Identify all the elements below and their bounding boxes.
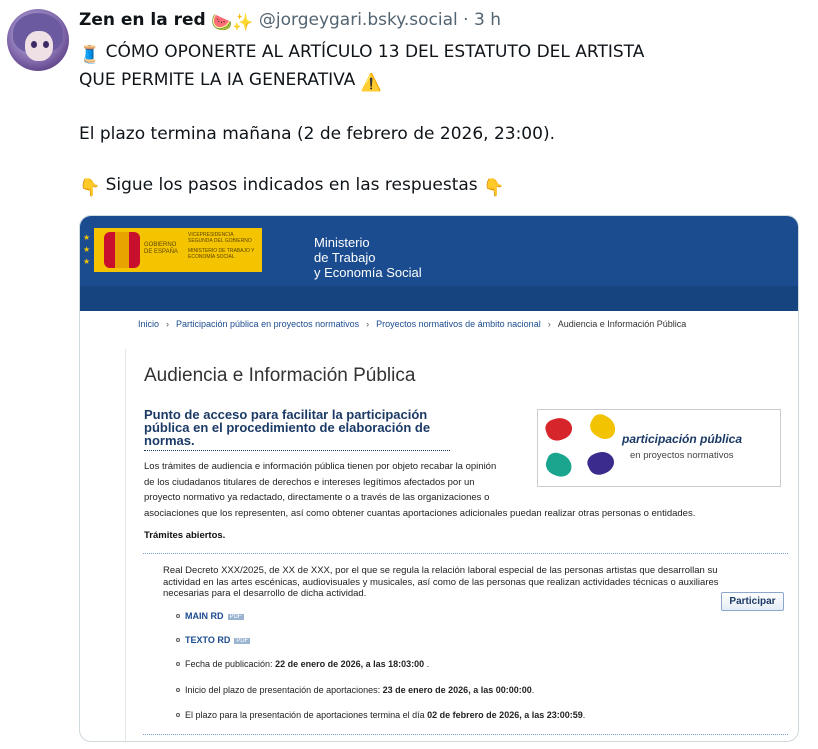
point-down-icon: 👇	[79, 178, 101, 198]
fecha-label: Fecha de publicación:	[185, 659, 276, 669]
author-handle[interactable]: @jorgeygari.bsky.social	[258, 10, 458, 30]
author-name[interactable]: Zen en la red	[79, 10, 206, 30]
ministry-nav-band	[80, 286, 798, 311]
rd-line: necesarias para el desarrollo de dicha actividad.	[163, 588, 367, 599]
post-line-3: El plazo termina mañana (2 de febrero de 2026, 23:00).	[79, 124, 555, 144]
tramites-heading: Trámites abiertos.	[144, 530, 226, 541]
pp-subtitle: en proyectos normativos	[630, 450, 734, 461]
point-down-icon: 👇	[483, 178, 505, 198]
page-title: Audiencia e Información Pública	[144, 365, 416, 386]
coat-of-arms-icon	[104, 232, 140, 268]
pdf-icon: PDF	[236, 638, 249, 644]
section-subtitle: Punto de acceso para facilitar la participación pública en el procedimiento de elaboración de normas.	[144, 408, 450, 451]
fecha-end: .	[424, 659, 430, 669]
avatar-face	[25, 31, 53, 61]
gov-sublabel-1: VICEPRESIDENCIA SEGUNDA DEL GOBIERNO	[188, 232, 252, 244]
post-text	[79, 40, 804, 201]
intro-line: proyecto normativo ya redactado, directamente o a través de las organizaciones o	[144, 492, 490, 503]
eu-flag-icon: ★ ★ ★	[80, 228, 94, 272]
pp-title: participación pública	[622, 432, 743, 446]
texto-rd-link[interactable]	[176, 635, 250, 645]
plazo-value: 02 de febrero de 2026, a las 23:00:59	[427, 710, 583, 720]
plazo-end: .	[582, 710, 586, 720]
ministry-name	[314, 235, 422, 280]
inicio-end: .	[531, 685, 535, 695]
inicio-value: 23 de enero de 2026, a las 00:00:00	[382, 685, 532, 695]
red-hand-icon	[543, 414, 575, 444]
rd-description	[163, 565, 783, 600]
gov-sublabel	[188, 232, 258, 260]
post-line-1: CÓMO OPONERTE AL ARTÍCULO 13 DEL ESTATUTO DEL ARTISTA	[105, 42, 645, 62]
ministry-line-3: y Economía Social	[314, 265, 422, 280]
thread-icon: 🧵	[79, 45, 101, 65]
avatar-eye-left	[31, 41, 37, 48]
avatar-eye-right	[43, 41, 49, 48]
pdf-icon: PDF	[229, 614, 242, 620]
breadcrumb-current: Audiencia e Información Pública	[557, 319, 687, 329]
post-header	[79, 8, 804, 35]
fin-plazo	[176, 710, 585, 720]
breadcrumb-item[interactable]: Inicio	[138, 319, 160, 329]
ministry-line-1: Ministerio	[314, 235, 370, 250]
post	[79, 8, 804, 201]
warning-icon: ⚠️	[360, 73, 382, 93]
breadcrumb	[138, 319, 686, 329]
breadcrumb-separator: ›	[366, 319, 370, 329]
breadcrumb-separator: ›	[166, 319, 170, 329]
participar-button[interactable]: Participar	[721, 592, 784, 611]
author-emojis: 🍉✨	[211, 13, 254, 33]
fecha-publicacion	[176, 659, 429, 669]
purple-hand-icon	[585, 448, 618, 479]
yellow-hand-icon	[586, 411, 620, 443]
gov-label: GOBIERNO DE ESPAÑA	[144, 242, 178, 255]
post-line-4: Sigue los pasos indicados en las respuestas	[105, 175, 478, 195]
avatar[interactable]	[7, 9, 69, 71]
texto-rd-label: TEXTO RD	[185, 635, 231, 645]
gov-sublabel-2: MINISTERIO DE TRABAJO Y ECONOMÍA SOCIAL	[188, 248, 255, 260]
inicio-plazo	[176, 685, 534, 695]
ministry-line-2: de Trabajo	[314, 250, 376, 265]
breadcrumb-separator: ›	[547, 319, 551, 329]
inicio-label: Inicio del plazo de presentación de aportaciones:	[185, 685, 383, 695]
rd-line: actividad en las artes escénicas, audiovisuales y musicales, así como de las personas que realizan actividades técnicas o auxiliares	[163, 576, 719, 588]
intro-line: asociaciones que los representen, así como obtener cuantas aportaciones adicionales puedan realizar otras personas o entidades.	[144, 507, 696, 519]
main-rd-link[interactable]	[176, 611, 244, 621]
teal-hand-icon	[543, 450, 575, 480]
breadcrumb-item[interactable]: Participación pública en proyectos normativos	[176, 319, 360, 329]
main-rd-label: MAIN RD	[185, 611, 224, 621]
participacion-publica-logo	[537, 409, 781, 487]
post-time[interactable]: 3 h	[473, 10, 501, 30]
meta-separator: ·	[463, 10, 469, 30]
embedded-image[interactable]	[79, 215, 799, 742]
intro-line: Los trámites de audiencia e información pública tienen por objeto recabar la opinión	[144, 461, 497, 472]
post-line-2: QUE PERMITE LA IA GENERATIVA	[79, 70, 356, 90]
intro-line: de los ciudadanos titulares de derechos e intereses legítimos afectados por un	[144, 476, 475, 488]
fecha-value: 22 de enero de 2026, a las 18:03:00	[275, 659, 425, 669]
plazo-label: El plazo para la presentación de aportaciones termina el día	[185, 710, 428, 720]
breadcrumb-item[interactable]: Proyectos normativos de ámbito nacional	[376, 319, 541, 329]
rd-line: Real Decreto XXX/2025, de XX de XXX, por el que se regula la relación laboral especial de las personas artistas que desarrollan su	[163, 565, 718, 576]
